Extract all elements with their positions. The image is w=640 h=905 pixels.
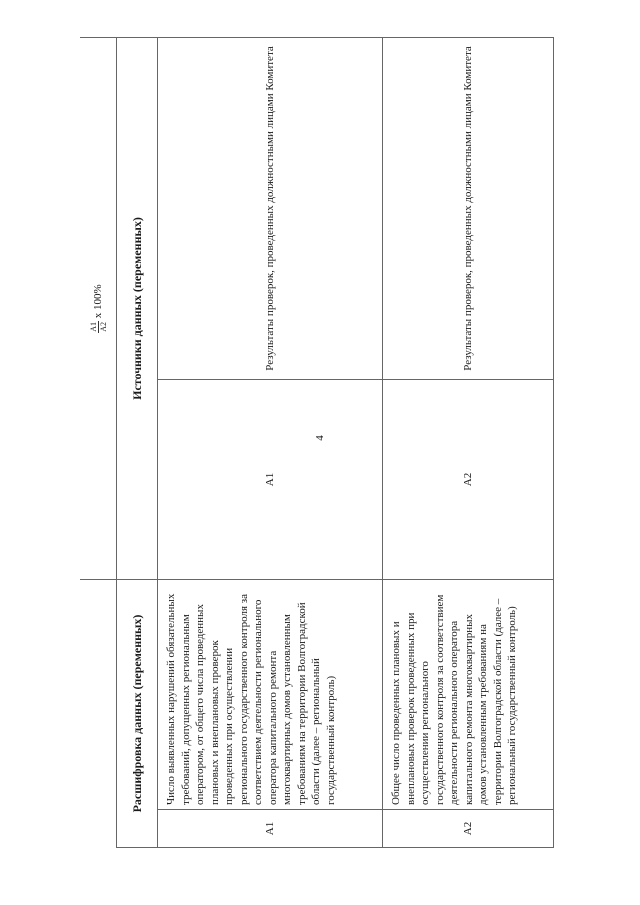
header-decoding: Расшифровка данных (переменных) bbox=[117, 580, 158, 848]
formula-denominator: А2 bbox=[98, 321, 108, 332]
document-table-rotated bbox=[80, 38, 554, 848]
formula-numerator: А1 bbox=[88, 321, 98, 332]
row-variable: А1 bbox=[158, 380, 383, 580]
row-variable: А2 bbox=[383, 380, 554, 580]
row-description: Общее число проведенных плановых и внеплановых проверок проведенных при осуществлении регионального государственного контроля за соответствием деятельности регионального оператора капитального ремонта многоквартирных домов установленным требованиям на территории Волгоградской области (далее – региональный государственный контроль) bbox=[383, 580, 554, 810]
table-row bbox=[383, 37, 554, 847]
row-code: А2 bbox=[383, 810, 554, 848]
formula-row bbox=[80, 37, 117, 847]
header-sources: Источники данных (переменных) bbox=[117, 37, 158, 579]
row-code: А1 bbox=[158, 810, 383, 848]
formula-suffix: x 100% bbox=[91, 284, 104, 319]
row-source: Результаты проверок, проведенных должностными лицами Комитета bbox=[158, 37, 383, 379]
row-source: Результаты проверок, проведенных должностными лицами Комитета bbox=[383, 37, 554, 379]
row-description: Число выявленных нарушений обязательных требований, допущенных региональным оператором, от общего числа проведенных плановых и внеплановых проверок проведенных при осуществлении регионального государственного контроля за соответствием деятельности регионального оператора капитального ремонта многоквартирных домов установленным требованиям на территории Волгоградской области (далее – региональный государственный контроль) bbox=[158, 580, 383, 810]
page-number: 4 bbox=[314, 435, 326, 441]
header-row bbox=[117, 37, 158, 847]
indicator-table bbox=[80, 37, 554, 848]
formula-cell bbox=[80, 37, 117, 579]
table-row bbox=[158, 37, 383, 847]
formula-fraction bbox=[89, 321, 108, 333]
formula-blank-cell bbox=[80, 580, 117, 848]
